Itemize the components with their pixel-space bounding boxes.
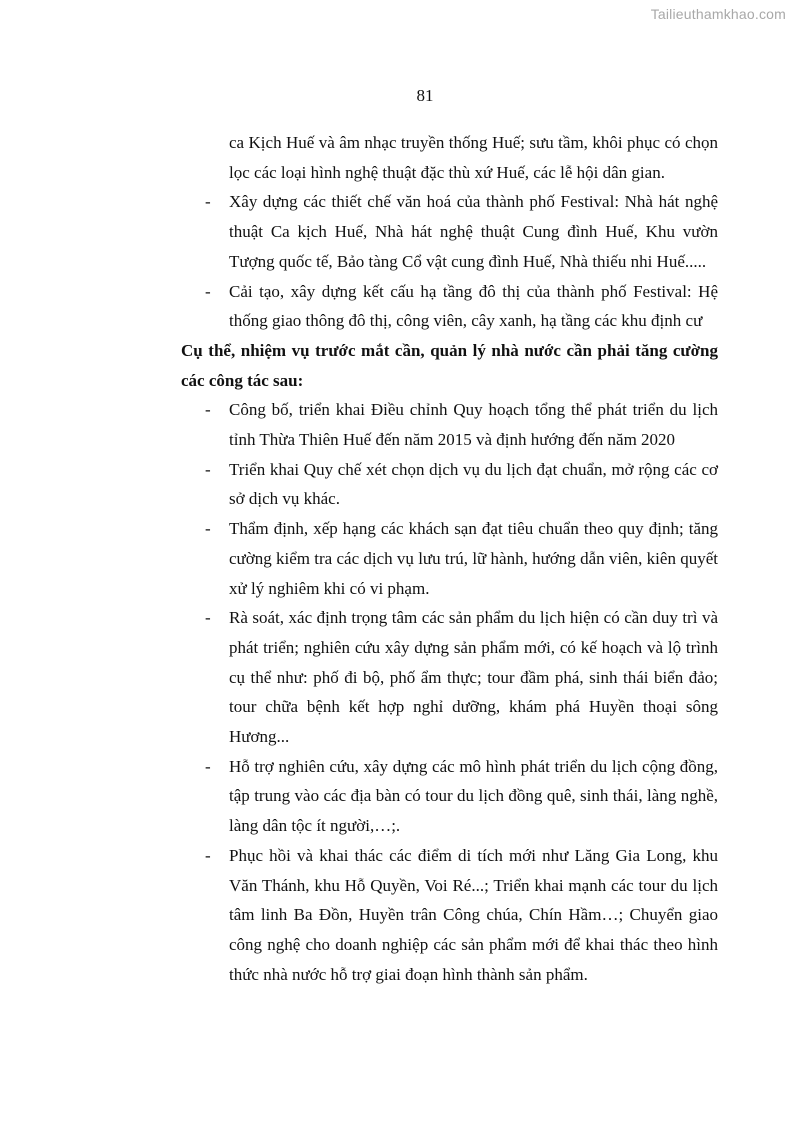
page-body xyxy=(181,128,718,989)
list-dash: - xyxy=(205,519,211,539)
list-dash: - xyxy=(205,281,211,301)
list-item-text: Hỗ trợ nghiên cứu, xây dựng các mô hình phát triển du lịch cộng đồng, tập trung vào các địa bàn có tour du lịch đồng quê, sinh thái, làng nghề, làng dân tộc ít người,…;. xyxy=(229,756,718,836)
list-item-text: Xây dựng các thiết chế văn hoá của thành phố Festival: Nhà hát nghệ thuật Ca kịch Huế, Nhà hát nghệ thuật Cung đình Huế, Khu vườn Tượng quốc tế, Bảo tàng Cổ vật cung đình Huế, Nhà thiếu nhi Huế..... xyxy=(229,192,718,271)
list-item xyxy=(205,752,718,841)
list-item xyxy=(205,603,718,752)
list-item xyxy=(205,841,718,990)
list-item xyxy=(205,514,718,603)
section-heading: Cụ thể, nhiệm vụ trước mắt cần, quản lý nhà nước cần phải tăng cường các công tác sau: xyxy=(181,340,718,390)
list-item xyxy=(205,277,718,336)
list-item xyxy=(205,455,718,514)
list-item xyxy=(205,187,718,276)
page-number: 81 xyxy=(416,86,434,105)
list-item-text: Thẩm định, xếp hạng các khách sạn đạt tiêu chuẩn theo quy định; tăng cường kiểm tra các dịch vụ lưu trú, lữ hành, hướng dẫn viên, kiên quyết xử lý nghiêm khi có vi phạm. xyxy=(229,519,718,598)
list-item-text: Cải tạo, xây dựng kết cấu hạ tầng đô thị của thành phố Festival: Hệ thống giao thông đô thị, công viên, cây xanh, hạ tầng các khu định cư xyxy=(229,281,718,331)
list-dash: - xyxy=(205,192,211,212)
list-item-text: Triển khai Quy chế xét chọn dịch vụ du lịch đạt chuẩn, mở rộng các cơ sở dịch vụ khác. xyxy=(229,459,718,509)
list-item-text: Rà soát, xác định trọng tâm các sản phẩm du lịch hiện có cần duy trì và phát triển; nghiên cứu xây dựng sản phẩm mới, có kế hoạch và lộ trình cụ thể như: phố đi bộ, phố ẩm thực; tour đầm phá, sinh thái biển đảo; tour chữa bệnh kết hợp nghỉ dưỡng, khám phá Huyền thoại sông Hương... xyxy=(229,608,718,747)
list-dash: - xyxy=(205,756,211,776)
watermark: Tailieuthamkhao.com xyxy=(650,6,786,22)
list-item-text: Công bố, triển khai Điều chỉnh Quy hoạch tổng thể phát triển du lịch tỉnh Thừa Thiên Huế đến năm 2015 và định hướng đến năm 2020 xyxy=(229,400,718,450)
list-dash: - xyxy=(205,608,211,628)
continuation-paragraph: ca Kịch Huế và âm nhạc truyền thống Huế; sưu tầm, khôi phục có chọn lọc các loại hình nghệ thuật đặc thù xứ Huế, các lễ hội dân gian. xyxy=(229,133,718,182)
list-item-text: Phục hồi và khai thác các điểm di tích mới như Lăng Gia Long, khu Văn Thánh, khu Hỗ Quyền, Voi Ré...; Triển khai mạnh các tour du lịch tâm linh Ba Đồn, Huyền trân Công chúa, Chín Hầm…; Chuyển giao công nghệ cho doanh nghiệp các sản phẩm mới để khai thác theo hình thức nhà nước hỗ trợ giai đoạn hình thành sản phẩm. xyxy=(229,845,718,984)
list-item xyxy=(205,395,718,454)
list-dash: - xyxy=(205,845,211,865)
list-dash: - xyxy=(205,400,211,420)
list-dash: - xyxy=(205,459,211,479)
